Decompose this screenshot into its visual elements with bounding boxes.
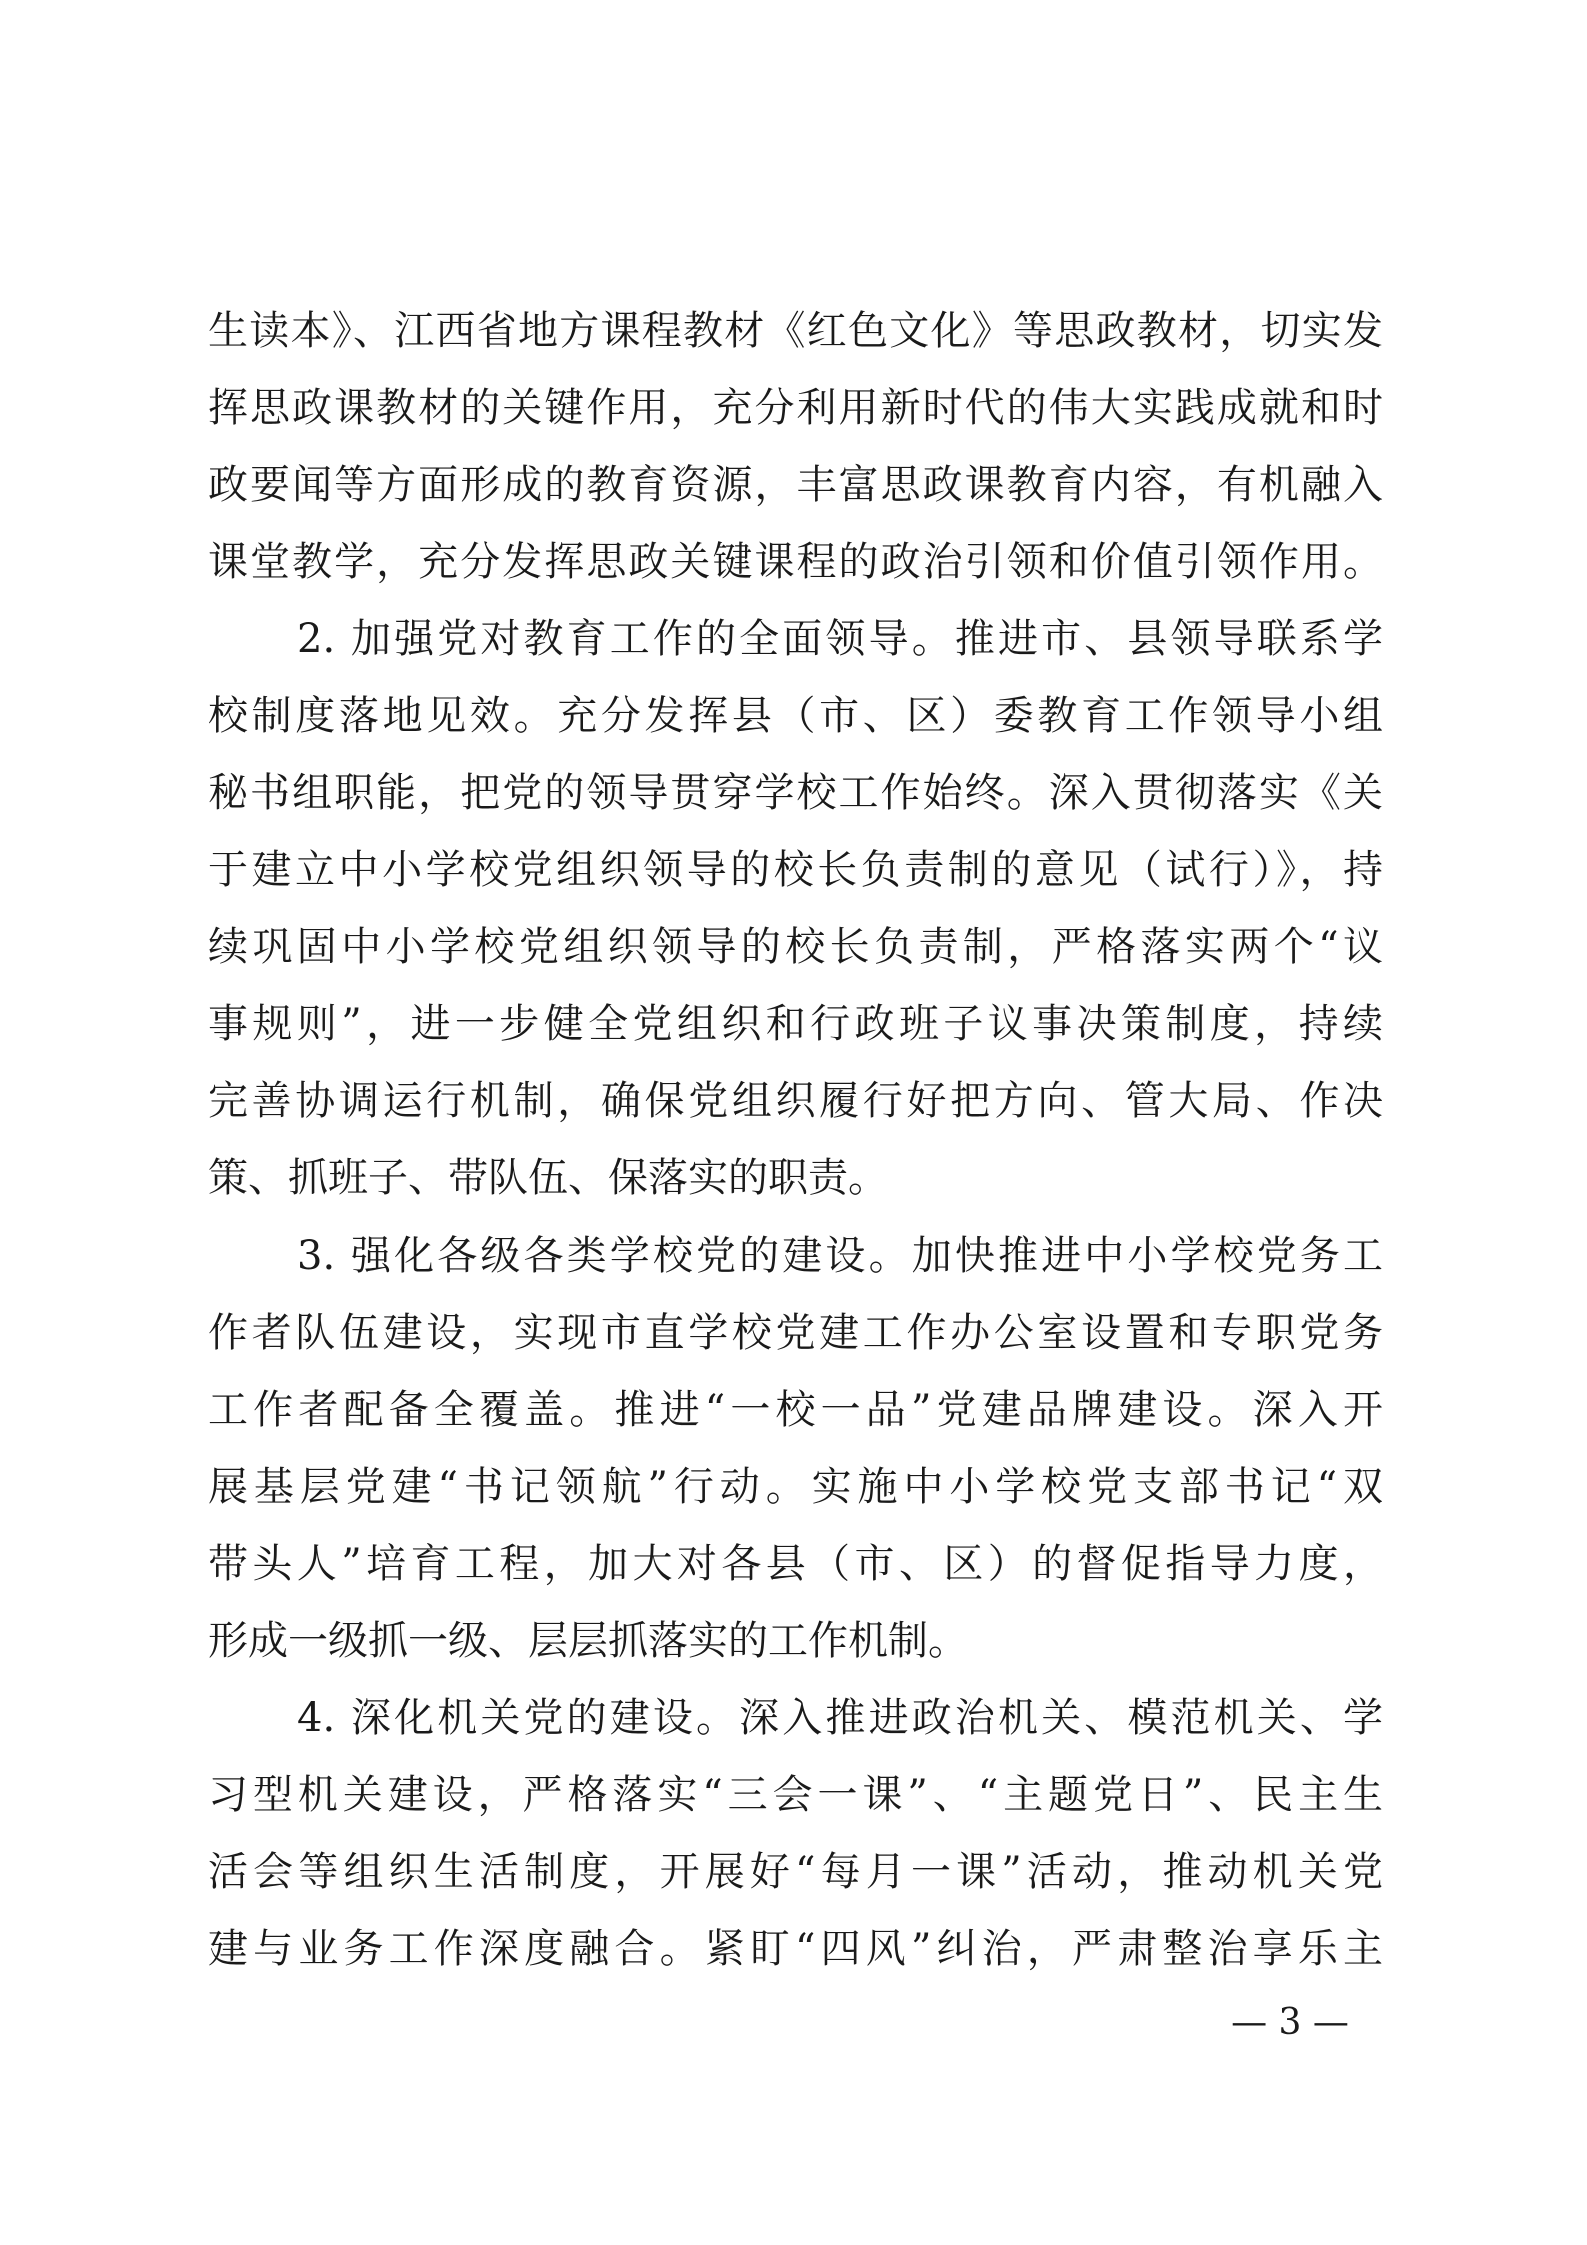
paragraph-last-line: 形成一级抓一级、层层抓落实的工作机制。 bbox=[208, 1618, 968, 1664]
text-line: 作者队伍建设，实现市直学校党建工作办公室设置和专职党务 bbox=[208, 1310, 1383, 1356]
text-line: 完善协调运行机制，确保党组织履行好把方向、管大局、作决 bbox=[208, 1078, 1383, 1124]
text-line: 政要闻等方面形成的教育资源，丰富思政课教育内容，有机融入 bbox=[208, 462, 1383, 508]
paragraph-first-line: 3. 强化各级各类学校党的建设。加快推进中小学校党务工 bbox=[297, 1233, 1383, 1279]
text-line: 活会等组织生活制度，开展好“每月一课”活动，推动机关党 bbox=[208, 1849, 1383, 1895]
text-line: 习型机关建设，严格落实“三会一课”、“主题党日”、民主生 bbox=[208, 1772, 1383, 1818]
page-number: — 3 — bbox=[1231, 2002, 1349, 2043]
text-line: 校制度落地见效。充分发挥县（市、区）委教育工作领导小组 bbox=[208, 693, 1383, 739]
text-line: 事规则”，进一步健全党组织和行政班子议事决策制度，持续 bbox=[208, 1001, 1383, 1047]
text-line: 秘书组职能，把党的领导贯穿学校工作始终。深入贯彻落实《关 bbox=[208, 770, 1383, 816]
text-line: 挥思政课教材的关键作用，充分利用新时代的伟大实践成就和时 bbox=[208, 385, 1383, 431]
text-line: 续巩固中小学校党组织领导的校长负责制，严格落实两个“议 bbox=[208, 924, 1383, 970]
text-line: 课堂教学，充分发挥思政关键课程的政治引领和价值引领作用。 bbox=[208, 539, 1383, 585]
text-line: 建与业务工作深度融合。紧盯“四风”纠治，严肃整治享乐主 bbox=[208, 1926, 1383, 1972]
text-line: 展基层党建“书记领航”行动。实施中小学校党支部书记“双 bbox=[208, 1464, 1383, 1510]
text-line: 带头人”培育工程，加大对各县（市、区）的督促指导力度， bbox=[208, 1541, 1383, 1587]
paragraph-first-line: 4. 深化机关党的建设。深入推进政治机关、模范机关、学 bbox=[297, 1695, 1383, 1741]
text-line: 工作者配备全覆盖。推进“一校一品”党建品牌建设。深入开 bbox=[208, 1387, 1383, 1433]
paragraph-last-line: 策、抓班子、带队伍、保落实的职责。 bbox=[208, 1155, 888, 1201]
text-line: 于建立中小学校党组织领导的校长负责制的意见（试行）》，持 bbox=[208, 847, 1383, 893]
text-line: 生读本》、江西省地方课程教材《红色文化》等思政教材，切实发 bbox=[208, 308, 1383, 354]
paragraph-first-line: 2. 加强党对教育工作的全面领导。推进市、县领导联系学 bbox=[297, 616, 1383, 662]
